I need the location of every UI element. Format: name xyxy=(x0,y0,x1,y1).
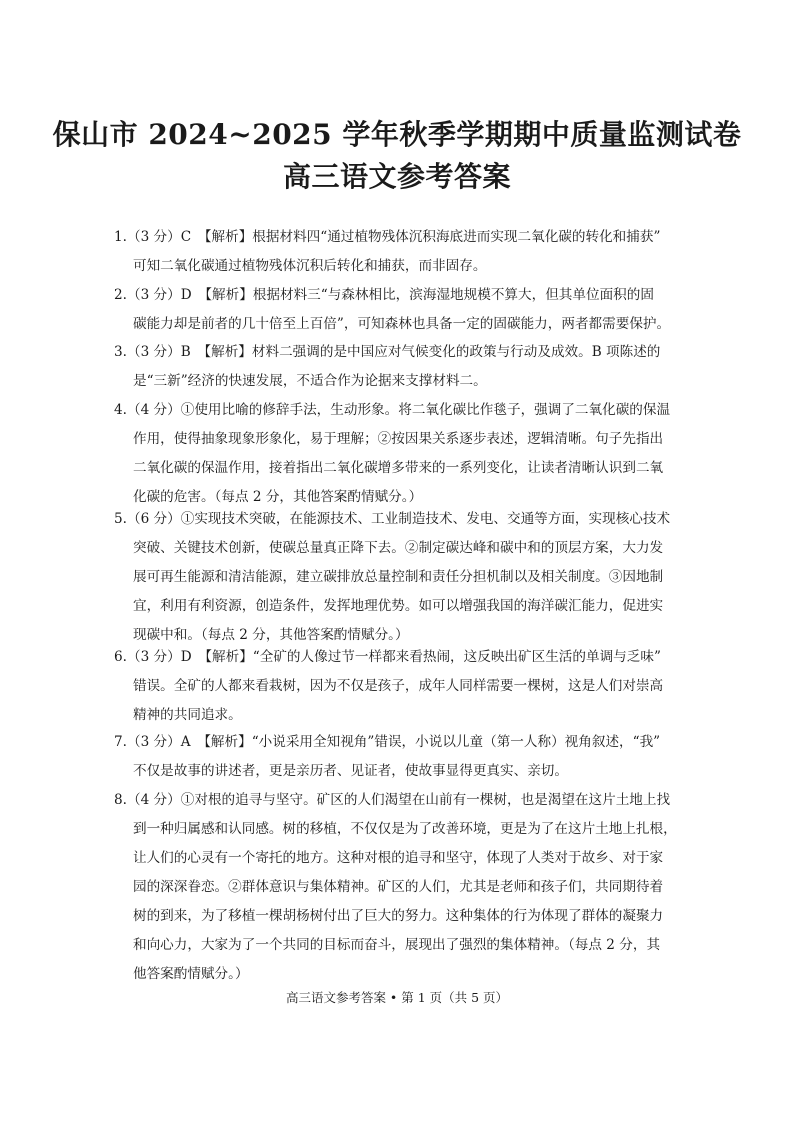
answer-line: 7.（3 分）A 【解析】“小说采用全知视角”错误，小说以儿童（第一人称）视角叙述，“我” xyxy=(114,734,661,750)
answer-line: 化碳的危害。（每点 2 分，其他答案酌情赋分。） xyxy=(133,489,423,505)
answer-item-1 xyxy=(114,223,694,281)
answer-line: 2.（3 分）D 【解析】根据材料三“与森林相比，滨海湿地规模不算大，但其单位面积的固 xyxy=(114,287,654,303)
page-footer: 高三语文参考答案 • 第 1 页（共 5 页） xyxy=(285,990,509,1005)
answer-item-2 xyxy=(114,281,694,339)
answer-line: 突破、关键技术创新，使碳总量真正降下去。②制定碳达峰和碳中和的顶层方案，大力发 xyxy=(133,540,664,556)
answer-line: 他答案酌情赋分。） xyxy=(133,966,249,982)
page-subtitle: 高三语文参考答案 xyxy=(282,160,511,193)
answer-line: 园的深深眷恋。②群体意识与集体精神。矿区的人们，尤其是老师和孩子们，共同期待着 xyxy=(133,879,664,895)
answer-line: 碳能力却是前者的几十倍至上百倍”，可知森林也具备一定的固碳能力，两者都需要保护。 xyxy=(133,316,671,332)
answer-line: 和向心力，大家为了一个共同的目标而奋斗，展现出了强烈的集体精神。（每点 2 分，其 xyxy=(133,937,661,953)
answer-item-6 xyxy=(114,643,694,730)
answer-line: 到一种归属感和认同感。树的移植，不仅仅是为了改善环境，更是为了在这片土地上扎根， xyxy=(133,821,677,837)
answer-item-3 xyxy=(114,338,694,396)
page-title: 保山市 2024~2025 学年秋季学期期中质量监测试卷 xyxy=(52,118,742,151)
answer-line: 让人们的心灵有一个寄托的地方。这种对根的追寻和坚守，体现了人类对于故乡、对于家 xyxy=(133,850,664,866)
answer-line: 错误。全矿的人都来看栽树，因为不仅是孩子，成年人同样需要一棵树，这是人们对崇高 xyxy=(133,678,664,694)
answer-item-4 xyxy=(114,396,694,512)
answer-line: 是“三新”经济的快速发展，不适合作为论据来支撑材料二。 xyxy=(133,373,487,389)
answer-line: 精神的共同追求。 xyxy=(133,707,242,723)
answer-line: 5.（6 分）①实现技术突破，在能源技术、工业制造技术、发电、交通等方面，实现核心技术 xyxy=(114,511,671,527)
answer-line: 不仅是故事的讲述者，更是亲历者、见证者，使故事显得更真实、亲切。 xyxy=(133,763,568,779)
answer-item-8 xyxy=(114,786,694,989)
answer-line: 8.（4 分）①对根的追寻与坚守。矿区的人们渴望在山前有一棵树，也是渴望在这片土地上找 xyxy=(114,792,671,808)
answer-line: 4.（4 分）①使用比喻的修辞手法，生动形象。将二氧化碳比作毯子，强调了二氧化碳的保温 xyxy=(114,402,671,418)
answer-line: 宜，利用有利资源，创造条件，发挥地理优势。如可以增强我国的海洋碳汇能力，促进实 xyxy=(133,598,664,614)
answer-line: 二氧化碳的保温作用，接着指出二氧化碳增多带来的一系列变化，让读者清晰认识到二氧 xyxy=(133,460,664,476)
answer-line: 现碳中和。（每点 2 分，其他答案酌情赋分。） xyxy=(133,627,409,643)
answer-line: 6.（3 分）D 【解析】“全矿的人像过节一样都来看热闹，这反映出矿区生活的单调与乏味” xyxy=(114,649,661,665)
answer-line: 3.（3 分）B 【解析】材料二强调的是中国应对气候变化的政策与行动及成效。B 项陈述的 xyxy=(114,344,661,360)
answer-item-7 xyxy=(114,728,694,786)
answer-line: 可知二氧化碳通过植物残体沉积后转化和捕获，而非固存。 xyxy=(133,258,487,274)
answer-line: 作用，使得抽象现象形象化，易于理解；②按因果关系逐步表述，逻辑清晰。句子先指出 xyxy=(133,431,664,447)
answer-line: 树的到来，为了移植一棵胡杨树付出了巨大的努力。这种集体的行为体现了群体的凝聚力 xyxy=(133,908,664,924)
answer-line: 1.（3 分）C 【解析】根据材料四“通过植物残体沉积海底进而实现二氧化碳的转化和捕获” xyxy=(114,229,661,245)
answer-item-5 xyxy=(114,505,694,650)
answer-line: 展可再生能源和清洁能源，建立碳排放总量控制和责任分担机制以及相关制度。③因地制 xyxy=(133,569,664,585)
